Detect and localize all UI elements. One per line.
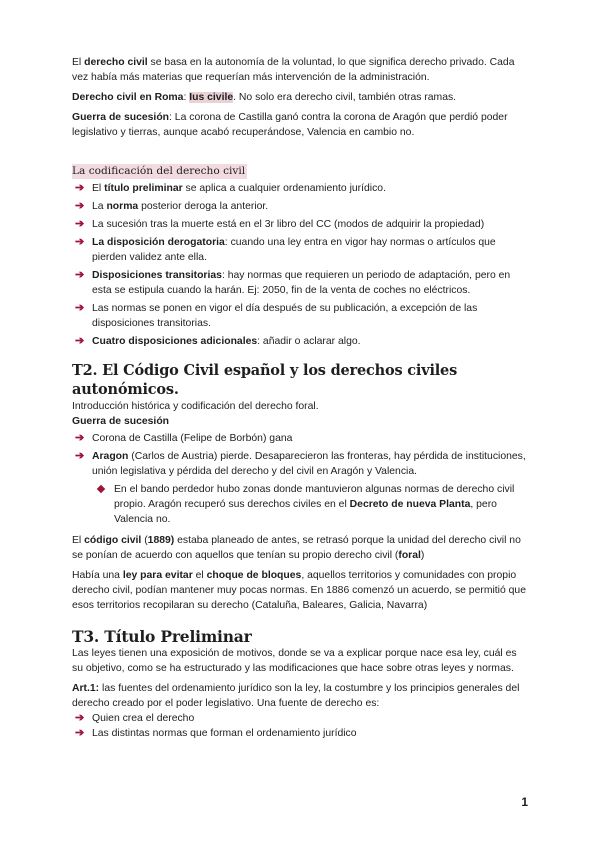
arrow-icon: ➔ bbox=[75, 182, 85, 194]
list-item: ➔ Las distintas normas que forman el ordenamiento jurídico bbox=[75, 727, 357, 739]
paragraph-roma: Derecho civil en Roma: Ius civile. No solo era derecho civil, también otras ramas. bbox=[72, 92, 457, 103]
arrow-icon: ➔ bbox=[75, 450, 85, 462]
list-item: ➔ Quien crea el derecho bbox=[75, 712, 195, 724]
arrow-icon: ➔ bbox=[75, 727, 85, 739]
codificacion-list bbox=[72, 181, 530, 349]
heading-t3: T3. Título Preliminar bbox=[72, 627, 252, 646]
list-item: ➔ El título preliminar se aplica a cualquier ordenamiento jurídico. bbox=[75, 182, 386, 194]
arrow-icon: ➔ bbox=[75, 712, 85, 724]
arrow-icon: ➔ bbox=[75, 236, 85, 248]
list-item: ➔ La disposición derogatoria: cuando una ley entra en vigor hay normas o artículos que pierden validez ante ella. bbox=[75, 236, 496, 263]
diamond-icon bbox=[97, 485, 105, 493]
paragraph-guerra-sucesion: Guerra de sucesión: La corona de Castilla ganó contra la corona de Aragón que perdió poder legislativo y tierras, aunque acabó recuperándose, Valencia en cambio no. bbox=[72, 112, 508, 138]
list-item: ➔ Aragon (Carlos de Austria) pierde. Desaparecieron las fronteras, hay pérdida de instituciones, unión legislativa y pérdida del derecho y del civil en Aragón y Valencia. bbox=[75, 450, 526, 477]
arrow-icon: ➔ bbox=[75, 200, 85, 212]
sub-list-item: En el bando perdedor hubo zonas donde mantuvieron algunas normas de derecho civil propio. Aragón recuperó sus derechos civiles en el Decreto de nueva Planta, pero Valencia no. bbox=[94, 482, 530, 527]
t3-paragraph-leyes: Las leyes tienen una exposición de motivos, donde se va a explicar porque nace esa ley, cuál es su objetivo, como se ha estructurado y las modificaciones que hace sobre otras leyes y normas. bbox=[72, 648, 517, 674]
t3-paragraph-art1: Art.1: las fuentes del ordenamiento jurídico son la ley, la costumbre y los principios generales del derecho creado por el poder legislativo. Una fuente de derecho es: bbox=[72, 683, 520, 709]
heading-t2: T2. El Código Civil español y los derechos civiles autonómicos. bbox=[72, 362, 458, 398]
arrow-icon: ➔ bbox=[75, 432, 85, 444]
list-item: ➔ Corona de Castilla (Felipe de Borbón) gana bbox=[75, 432, 293, 444]
arrow-icon: ➔ bbox=[75, 335, 85, 347]
t2-intro: Introducción histórica y codificación del derecho foral. bbox=[72, 401, 319, 412]
t2-list bbox=[72, 431, 530, 527]
document-page bbox=[72, 55, 530, 741]
list-item: ➔ La norma posterior deroga la anterior. bbox=[75, 200, 269, 212]
t3-list bbox=[72, 711, 530, 741]
arrow-icon: ➔ bbox=[75, 302, 85, 314]
arrow-icon: ➔ bbox=[75, 269, 85, 281]
paragraph-codigo-civil: El código civil (1889) estaba planeado de antes, se retrasó porque la unidad del derecho civil no se ponían de acuerdo con aquellos que tenían su propio derecho civil (foral) bbox=[72, 535, 521, 561]
list-item: ➔ La sucesión tras la muerte está en el 3r libro del CC (modos de adquirir la propiedad) bbox=[75, 218, 485, 230]
arrow-icon: ➔ bbox=[75, 218, 85, 230]
heading-codificacion: La codificación del derecho civil bbox=[72, 165, 246, 177]
paragraph-ley-evitar: Había una ley para evitar el choque de bloques, aquellos territorios y comunidades con propio derecho civil, podían mantener muy pocas normas. En 1886 comenzó un acuerdo, se permitió que esos territorios recopilaran su derecho (Cataluña, Baleares, Galicia, Navarra) bbox=[72, 570, 526, 611]
page-number: 1 bbox=[521, 795, 528, 809]
list-item: ➔ Cuatro disposiciones adicionales: añadir o aclarar algo. bbox=[75, 335, 361, 347]
list-item: ➔ Las normas se ponen en vigor el día después de su publicación, a excepción de las disposiciones transitorias. bbox=[75, 302, 478, 329]
list-item: ➔ Disposiciones transitorias: hay normas que requieren un periodo de adaptación, pero en esta se estipula cuando la harán. Ej: 2050, fin de la venta de coches no eléctricos. bbox=[75, 269, 511, 296]
t2-subheading: Guerra de sucesión bbox=[72, 416, 170, 427]
paragraph-derecho-civil: El derecho civil se basa en la autonomía de la voluntad, lo que significa derecho privado. Cada vez había más materias que requerían más intervención de la administración. bbox=[72, 57, 515, 83]
